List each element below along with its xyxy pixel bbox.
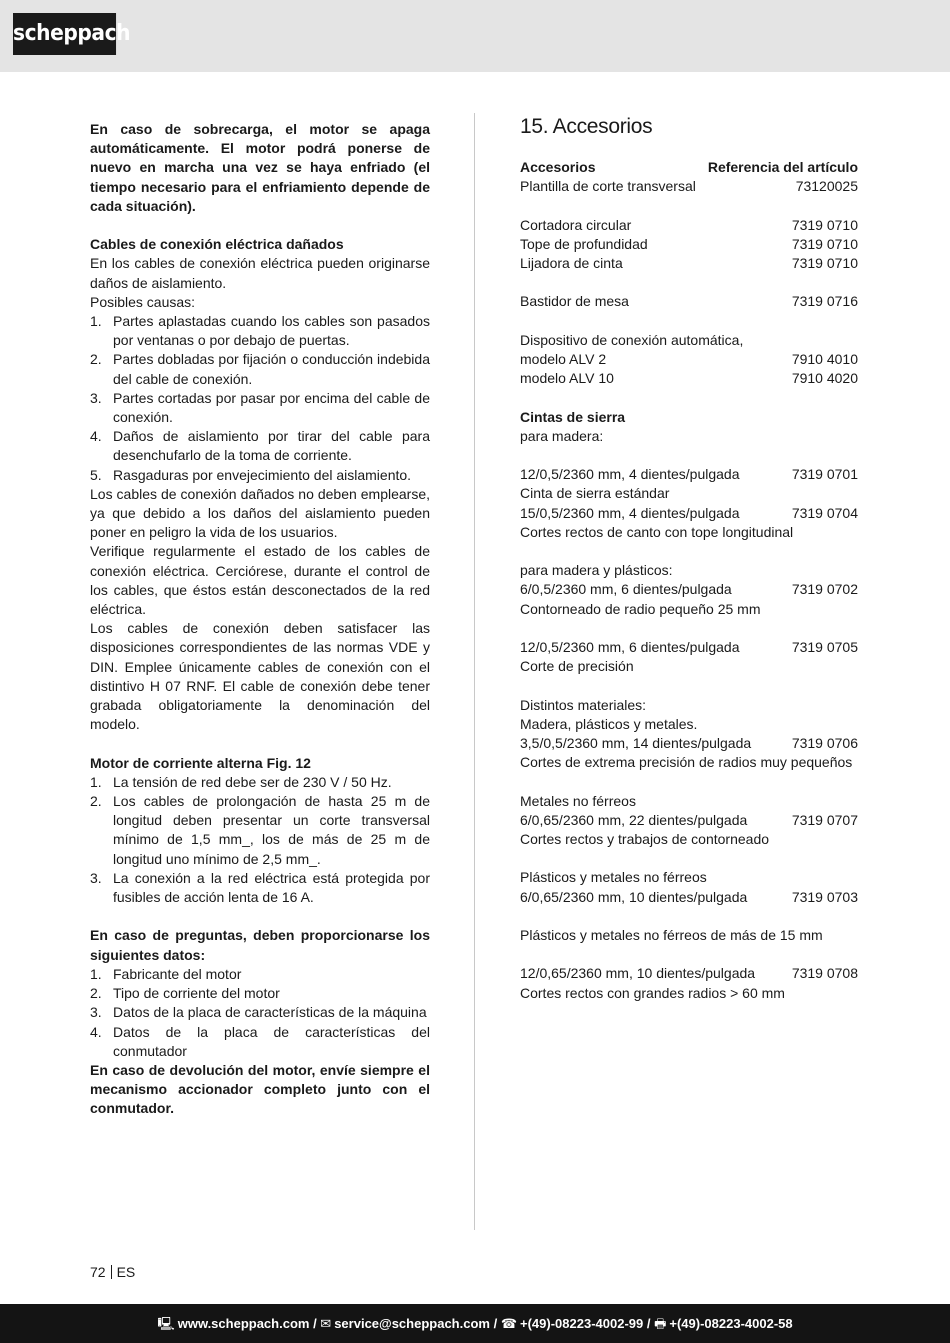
accessories-table: [520, 158, 858, 1003]
accessory-name: modelo ALV 10: [520, 370, 614, 387]
accessory-name: Cortes rectos de canto con tope longitudinal: [520, 523, 794, 540]
article-reference: 7319 0704: [791, 504, 858, 521]
accessory-name: Cintas de sierra: [520, 408, 626, 425]
list-item: 3. Partes cortadas por pasar por encima del cable de conexión.: [90, 389, 430, 426]
questions-list: [90, 965, 430, 1061]
accessory-name: modelo ALV 2: [520, 350, 607, 367]
accessory-name: Madera, plásticos y metales.: [520, 715, 698, 732]
table-row: [520, 561, 858, 580]
accessory-name: Tope de profundidad: [520, 235, 648, 252]
column-divider: [474, 113, 475, 1230]
accessory-name: 12/0,5/2360 mm, 6 dientes/pulgada: [520, 638, 740, 655]
motor-heading: Motor de corriente alterna Fig. 12: [90, 754, 311, 771]
table-row: [520, 331, 858, 350]
table-row: [520, 523, 858, 542]
causes-list: [90, 312, 430, 485]
table-row: [520, 638, 858, 657]
accessory-name: Cortadora circular: [520, 216, 632, 233]
table-header: [520, 158, 858, 177]
list-item: 3. Datos de la placa de características de la máquina: [90, 1004, 427, 1021]
table-row: [520, 600, 858, 619]
article-reference: 7319 0702: [791, 581, 858, 598]
return-note: En caso de devolución del motor, envíe siempre el mecanismo accionador completo junto con el conmutador.: [90, 1061, 430, 1117]
table-row: [520, 964, 858, 983]
footer-website[interactable]: www.scheppach.com: [177, 1316, 310, 1331]
list-item: 4. Datos de la placa de características del conmutador: [90, 1023, 430, 1059]
article-reference: 7319 0710: [791, 216, 858, 233]
accessory-name: Distintos materiales:: [520, 696, 647, 713]
column-header-accessories: Accesorios: [520, 159, 596, 175]
table-row: [520, 235, 858, 254]
overload-note: En caso de sobrecarga, el motor se apaga automáticamente. El motor podrá ponerse de nuevo en marcha una vez se haya enfriado (el tiempo necesario para el enfriamiento depende de cada situación).: [90, 121, 430, 214]
accessory-name: 3,5/0,5/2360 mm, 14 dientes/pulgada: [520, 734, 752, 751]
table-row: [520, 427, 858, 446]
accessory-name: Plásticos y metales no férreos de más de 15 mm: [520, 926, 823, 943]
accessory-name: 6/0,65/2360 mm, 10 dientes/pulgada: [520, 888, 748, 905]
list-item: 1. Partes aplastadas cuando los cables son pasados por ventanas o por debajo de puertas.: [90, 313, 430, 349]
table-row: [520, 868, 858, 887]
questions-heading: En caso de preguntas, deben proporcionarse los siguientes datos:: [90, 927, 430, 963]
list-item: 5. Rasgaduras por envejecimiento del aislamiento.: [90, 466, 412, 483]
table-row: [520, 177, 858, 196]
list-item: 1. Fabricante del motor: [90, 965, 242, 982]
accessory-name: Corte de precisión: [520, 658, 634, 675]
computer-icon: 🖳: [157, 1316, 175, 1331]
cables-heading: Cables de conexión eléctrica dañados: [90, 236, 344, 253]
accessory-name: 6/0,65/2360 mm, 22 dientes/pulgada: [520, 811, 748, 828]
accessory-name: Cortes rectos y trabajos de contorneado: [520, 830, 770, 847]
accessory-name: 12/0,65/2360 mm, 10 dientes/pulgada: [520, 965, 756, 982]
table-row: [520, 465, 858, 484]
page-number: 72 ES: [90, 1264, 136, 1280]
footer-email[interactable]: service@scheppach.com: [334, 1316, 490, 1331]
table-row: [520, 657, 858, 676]
list-item: 2. Los cables de prolongación de hasta 25 m de longitud deben presentar un corte transversal mínimo de 1,5 mm_, los de más de 25 m de longitud uno mínimo de 2,5 mm_.: [90, 793, 430, 867]
accessory-name: Cinta de sierra estándar: [520, 485, 670, 502]
list-item: 4. Daños de aislamiento por tirar del cable para desenchufarlo de la toma de corriente.: [90, 428, 430, 464]
section-title: 15. Accesorios: [520, 115, 653, 138]
table-row: [520, 888, 858, 907]
article-reference: 7319 0716: [791, 293, 858, 310]
table-row: [520, 753, 858, 772]
fax-icon: 🖶: [654, 1316, 667, 1331]
table-row: [520, 984, 858, 1003]
article-reference: 7910 4010: [791, 350, 858, 367]
accessory-name: Plásticos y metales no férreos: [520, 869, 707, 886]
accessory-name: para madera:: [520, 427, 604, 444]
table-row: [520, 734, 858, 753]
article-reference: 7319 0701: [791, 466, 858, 483]
article-reference: 7319 0708: [791, 965, 858, 982]
scheppach-logo: scheppach: [13, 13, 116, 55]
table-row: [520, 216, 858, 235]
accessory-name: para madera y plásticos:: [520, 562, 673, 579]
cables-paragraph: Los cables de conexión dañados no deben emplearse, ya que debido a los daños del aislamiento pueden poner en peligro la vida de los usuarios.: [90, 485, 430, 541]
article-reference: 7319 0705: [791, 638, 858, 655]
accessory-name: Lijadora de cinta: [520, 255, 623, 271]
table-row: [520, 504, 858, 523]
accessory-name: Cortes rectos con grandes radios > 60 mm: [520, 984, 785, 1001]
list-item: 2. Partes dobladas por fijación o conducción indebida del cable de conexión.: [90, 351, 430, 387]
table-row: [520, 254, 858, 273]
cables-paragraph: En los cables de conexión eléctrica pueden originarse daños de aislamiento.: [90, 255, 430, 291]
table-row: [520, 484, 858, 503]
table-row: [520, 926, 858, 945]
article-reference: 7319 0710: [791, 255, 858, 271]
accessory-name: 6/0,5/2360 mm, 6 dientes/pulgada: [520, 581, 732, 598]
table-row: [520, 830, 858, 849]
accessory-name: Bastidor de mesa: [520, 293, 629, 310]
table-row: [520, 292, 858, 311]
table-row: [520, 792, 858, 811]
page-footer: 🖳 www.scheppach.com / ✉ service@scheppach.com / ☎ +(49)-08223-4002-99 / 🖶 +(49)-08223-4002-58: [0, 1304, 950, 1343]
accessory-name: 15/0,5/2360 mm, 4 dientes/pulgada: [520, 504, 740, 521]
accessory-name: 12/0,5/2360 mm, 4 dientes/pulgada: [520, 466, 740, 483]
article-reference: 7319 0706: [791, 734, 858, 751]
table-row: [520, 369, 858, 388]
article-reference: 7319 0710: [791, 235, 858, 252]
footer-phone: +(49)-08223-4002-99: [520, 1316, 644, 1331]
article-reference: 7319 0703: [791, 888, 858, 905]
accessory-name: Metales no férreos: [520, 792, 636, 809]
accessory-name: Dispositivo de conexión automática,: [520, 331, 744, 348]
telephone-icon: ☎: [500, 1316, 518, 1331]
table-row: [520, 580, 858, 599]
table-row: [520, 715, 858, 734]
table-row: [520, 696, 858, 715]
table-row: [520, 408, 858, 427]
table-row: [520, 350, 858, 369]
cables-paragraph: Los cables de conexión deben satisfacer las disposiciones correspondientes de las normas VDE y DIN. Emplee únicamente cables de conexión con el distintivo H 07 RNF. El cable de conexión debe tener grabada obligatoriamente la denominación del modelo.: [90, 620, 430, 733]
article-reference: 73120025: [795, 178, 858, 195]
table-row: [520, 811, 858, 830]
list-item: 2. Tipo de corriente del motor: [90, 985, 280, 1002]
causes-label: Posibles causas:: [90, 293, 196, 310]
cables-paragraph: Verifique regularmente el estado de los cables de conexión eléctrica. Cerciórese, durante el control de los cables, que éstos están desconectados de la red eléctrica.: [90, 543, 430, 618]
article-reference: 7319 0707: [791, 811, 858, 828]
footer-fax: +(49)-08223-4002-58: [669, 1316, 793, 1331]
left-column: [90, 120, 430, 1119]
list-item: 3. La conexión a la red eléctrica está protegida por fusibles de acción lenta de 16 A.: [90, 869, 430, 906]
page-header: [0, 0, 950, 72]
motor-list: [90, 773, 430, 907]
envelope-icon: ✉: [320, 1316, 332, 1331]
column-header-reference: Referencia del artículo: [707, 159, 858, 175]
accessory-name: Contorneado de radio pequeño 25 mm: [520, 600, 761, 617]
accessory-name: Cortes de extrema precisión de radios muy pequeños: [520, 754, 853, 771]
list-item: 1. La tensión de red debe ser de 230 V / 50 Hz.: [90, 773, 392, 790]
accessory-name: Plantilla de corte transversal: [520, 178, 696, 195]
article-reference: 7910 4020: [791, 370, 858, 387]
